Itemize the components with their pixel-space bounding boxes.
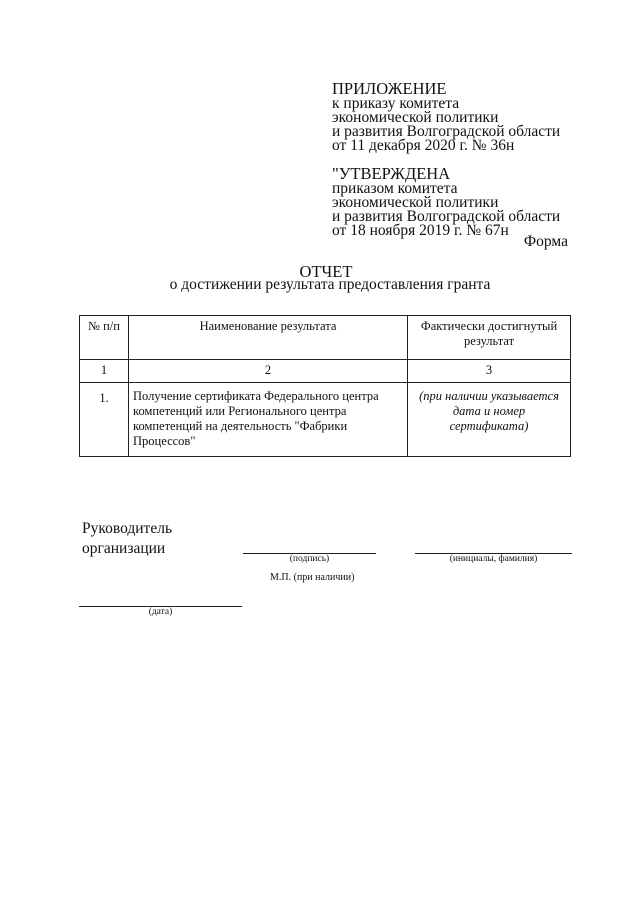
signatory-label (82, 519, 172, 559)
appendix-heading: ПРИЛОЖЕНИЕ (332, 79, 447, 98)
header-result-name: Наименование результата (129, 316, 408, 360)
name-caption: (инициалы, фамилия) (449, 554, 538, 564)
row-result-name: Получение сертификата Федерального центра компетенций или Регионального центра компетенций на деятельность "Фабрики Процессов" (129, 383, 408, 457)
stamp-caption: М.П. (при наличии) (270, 572, 355, 583)
signatory-line: Руководитель (82, 520, 173, 537)
appendix-line: к приказу комитета (332, 95, 460, 112)
table-header-row (80, 316, 571, 360)
header-number: № п/п (80, 316, 129, 360)
approved-line: приказом комитета (332, 180, 458, 197)
row-actual-result: (при наличии указывается дата и номер сертификата) (408, 383, 571, 457)
column-number: 1 (80, 360, 129, 383)
report-subtitle: о достижении результата предоставления гранта (169, 276, 491, 293)
appendix-line: от 11 декабря 2020 г. № 36н (332, 137, 515, 154)
report-title: ОТЧЕТ (299, 262, 353, 281)
signature-caption: (подпись) (289, 554, 330, 564)
appendix-line: экономической политики (332, 109, 499, 126)
column-numbers-row (80, 360, 571, 383)
column-number: 2 (129, 360, 408, 383)
approved-line: экономической политики (332, 194, 499, 211)
form-label: Форма (523, 233, 568, 250)
header-actual-result: Фактически достигнутый результат (408, 316, 571, 360)
column-number: 3 (408, 360, 571, 383)
approved-heading: "УТВЕРЖДЕНА (332, 164, 451, 183)
date-caption: (дата) (148, 607, 173, 617)
appendix-line: и развития Волгоградской области (332, 123, 561, 140)
appendix-block (332, 80, 560, 153)
approved-line: и развития Волгоградской области (332, 208, 561, 225)
approved-block (332, 165, 560, 238)
row-number: 1. (80, 383, 129, 457)
results-table (79, 315, 571, 457)
approved-line: от 18 ноября 2019 г. № 67н (332, 222, 509, 239)
signatory-line: организации (82, 540, 166, 557)
table-row (80, 383, 571, 457)
